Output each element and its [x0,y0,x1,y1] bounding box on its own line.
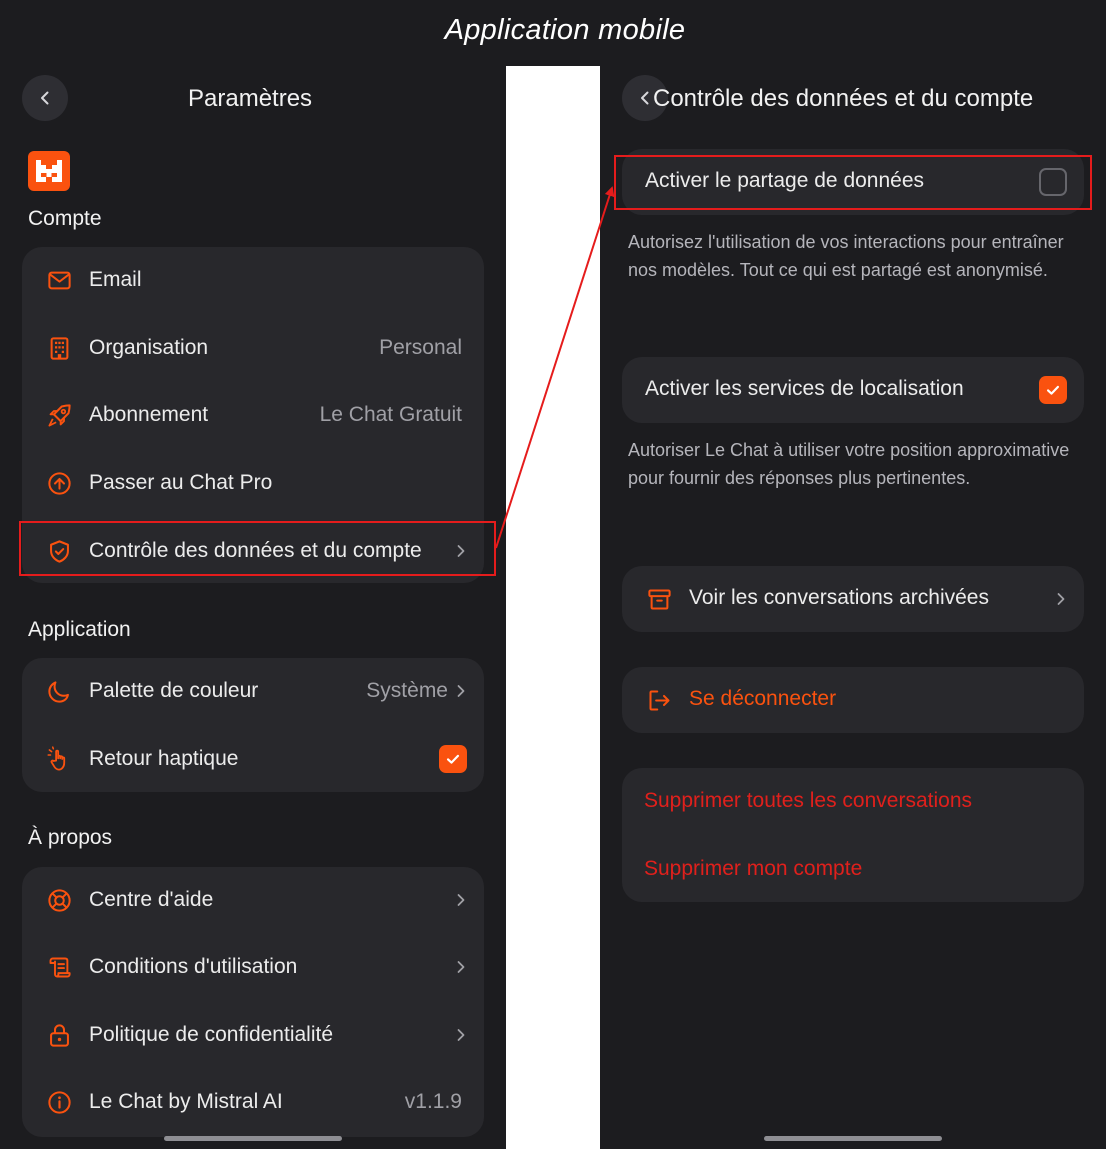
settings-item-value: Système [366,679,448,702]
settings-item-upgrade-pro[interactable] [22,450,484,516]
data-sharing-label: Activer le partage de données [645,169,925,192]
settings-item-privacy-policy[interactable] [22,1002,484,1068]
home-indicator[interactable] [764,1136,942,1141]
mistral-logo-icon [36,160,62,182]
hand-pointer-icon [44,744,74,774]
haptic-checkbox[interactable] [439,745,467,773]
data-sharing-card[interactable] [622,149,1084,215]
settings-item-label: Passer au Chat Pro [89,471,273,494]
lock-icon [44,1020,74,1050]
mistral-logo [28,151,70,191]
page-title: Contrôle des données et du compte [653,85,1034,112]
chevron-right-icon [454,893,468,907]
settings-item-label: Centre d'aide [89,888,214,911]
archived-conversations-label: Voir les conversations archivées [689,586,989,609]
logout-button-label: Se déconnecter [689,687,837,710]
check-icon [1044,381,1062,399]
settings-screen [0,66,506,1149]
home-indicator[interactable] [164,1136,342,1141]
archive-icon [644,584,674,614]
banner [0,0,1106,66]
settings-item-label: Abonnement [89,403,209,426]
settings-item-value: Personal [379,336,462,359]
chevron-right-icon [1054,592,1068,606]
delete-all-conversations-button[interactable]: Supprimer toutes les conversations [644,789,972,812]
building-icon [44,333,74,363]
settings-item-label: Contrôle des données et du compte [89,539,422,562]
settings-item-value: Le Chat Gratuit [319,403,462,426]
settings-item-terms[interactable] [22,934,484,1000]
data-control-screen [600,66,1106,1149]
scroll-icon [44,952,74,982]
settings-item-label: Retour haptique [89,747,239,770]
logout-card[interactable] [622,667,1084,733]
settings-item-app-info[interactable] [22,1069,484,1135]
data-sharing-description: Autorisez l'utilisation de vos interactions pour entraîner nos modèles. Tout ce qui est partagé est anonymisé. [628,232,1064,280]
chevron-right-icon [454,684,468,698]
page-title: Paramètres [188,85,313,112]
rocket-icon [44,400,74,430]
location-checkbox[interactable] [1039,376,1067,404]
settings-item-label: Palette de couleur [89,679,259,702]
banner-title: Application mobile [444,14,686,46]
archived-conversations-card[interactable] [622,566,1084,632]
chevron-left-icon [36,89,54,107]
app-version: v1.1.9 [404,1090,462,1113]
shield-check-icon [44,536,74,566]
check-icon [444,750,462,768]
settings-item-color-palette[interactable] [22,658,484,724]
lifebuoy-icon [44,885,74,915]
logout-icon [644,685,674,715]
back-button[interactable] [22,75,68,121]
settings-item-data-control[interactable] [22,518,484,584]
account-card [22,247,484,583]
info-icon [44,1087,74,1117]
settings-item-label: Conditions d'utilisation [89,955,298,978]
settings-item-label: Politique de confidentialité [89,1023,334,1046]
settings-item-organisation[interactable] [22,315,484,381]
location-label: Activer les services de localisation [645,377,964,400]
chevron-right-icon [454,544,468,558]
section-title-a-propos: À propos [28,826,113,849]
mail-icon [44,265,74,295]
location-card[interactable] [622,357,1084,423]
settings-item-label: Organisation [89,336,209,359]
section-title-compte: Compte [28,207,102,230]
section-title-application: Application [28,618,131,641]
settings-item-abonnement[interactable] [22,382,484,448]
danger-zone-card [622,768,1084,902]
location-description: Autoriser Le Chat à utiliser votre position approximative pour fournir des réponses plus pertinentes. [628,440,1070,488]
chevron-right-icon [454,960,468,974]
delete-account-button[interactable]: Supprimer mon compte [644,857,863,880]
arrow-line [496,188,612,548]
data-sharing-checkbox[interactable] [1039,168,1067,196]
moon-icon [44,676,74,706]
application-card [22,658,484,792]
arrow-up-circle-icon [44,468,74,498]
settings-item-email[interactable] [22,247,484,313]
settings-item-label: Email [89,268,142,291]
chevron-left-icon [636,89,654,107]
chevron-right-icon [454,1028,468,1042]
settings-item-haptic-feedback[interactable] [22,726,484,792]
settings-item-help-center[interactable] [22,867,484,933]
settings-item-label: Le Chat by Mistral AI [89,1090,283,1113]
about-card [22,867,484,1137]
